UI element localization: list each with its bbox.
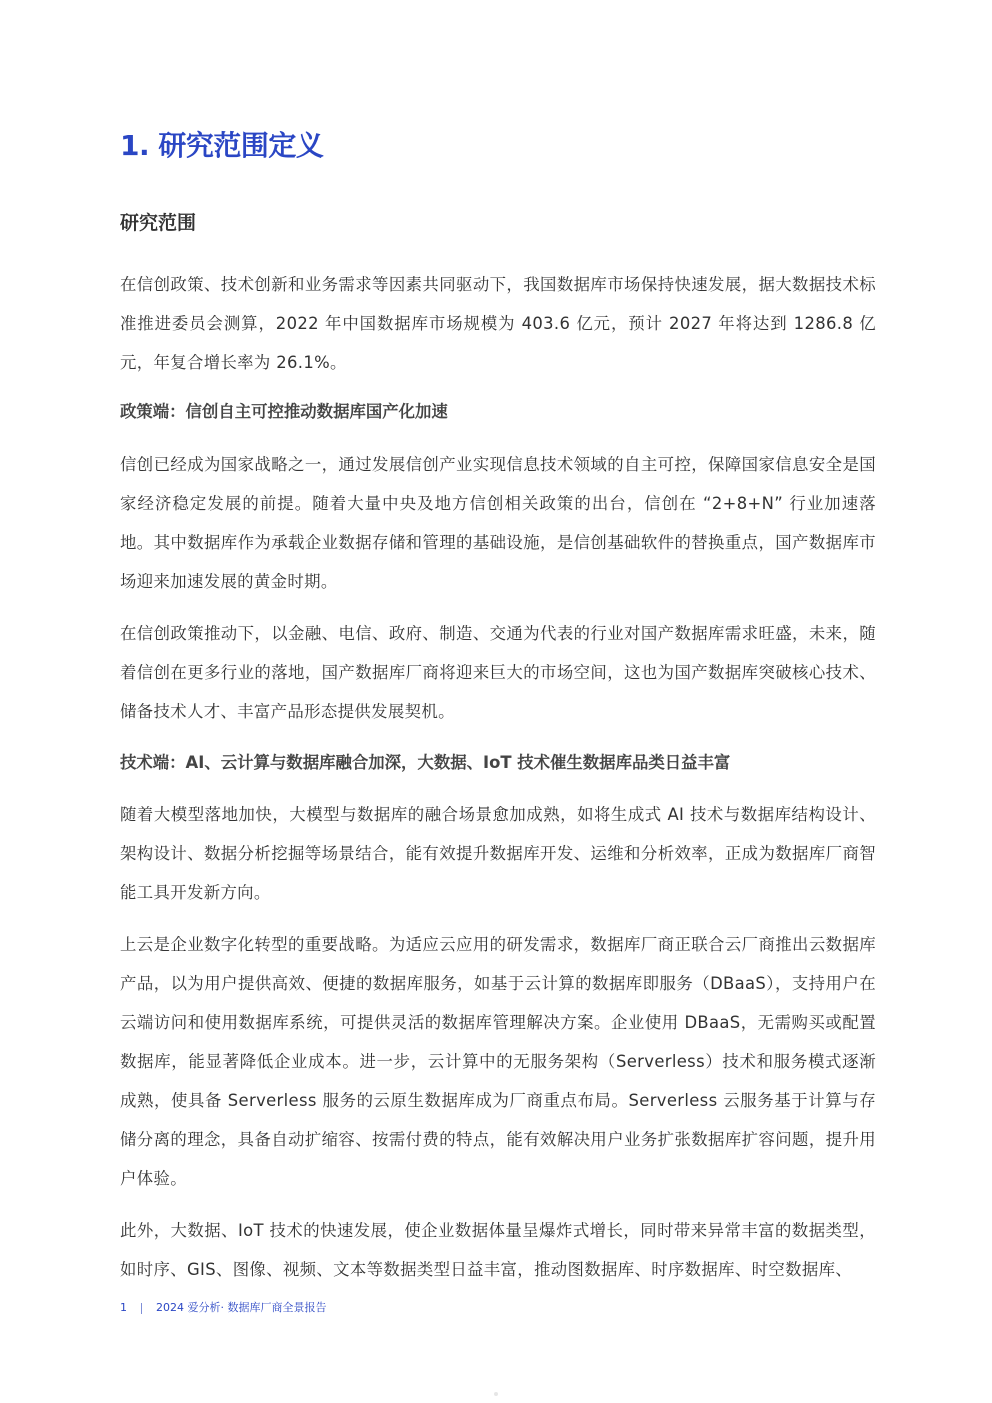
page-number: 1 bbox=[120, 1301, 127, 1314]
page-content bbox=[120, 124, 876, 1279]
paragraph-industries-demand: 在信创政策推动下，以金融、电信、政府、制造、交通为代表的行业对国产数据库需求旺盛，未来，随着信创在更多行业的落地，国产数据库厂商将迎来巨大的市场空间，这也为国产数据库突破核心技术、储备技术人才、丰富产品形态提供发展契机。 bbox=[120, 624, 876, 721]
paragraph-ai-block bbox=[120, 795, 876, 912]
paragraph-bigdata-block bbox=[120, 1211, 876, 1289]
chapter-title: 1. 研究范围定义 bbox=[120, 129, 324, 162]
paragraph-ai-models: 随着大模型落地加快，大模型与数据库的融合场景愈加成熟，如将生成式 AI 技术与数据库结构设计、架构设计、数据分析挖掘等场景结合，能有效提升数据库开发、运维和分析效率，正成为数据库厂商智能工具开发新方向。 bbox=[120, 805, 876, 902]
page-marker-dot bbox=[494, 1392, 498, 1396]
footer-divider bbox=[141, 1303, 142, 1314]
paragraph-xinchuang-strategy: 信创已经成为国家战略之一，通过发展信创产业实现信息技术领域的自主可控，保障国家信息安全是国家经济稳定发展的前提。随着大量中央及地方信创相关政策的出台，信创在 “2+8+N” 行业加速落地。其中数据库作为承载企业数据存储和管理的基础设施，是信创基础软件的替换重点，国产数据库市场迎来加速发展的黄金时期。 bbox=[120, 455, 876, 591]
paragraph-market-size-block bbox=[120, 265, 876, 382]
page-footer bbox=[120, 1300, 326, 1316]
paragraph-bigdata-iot: 此外，大数据、IoT 技术的快速发展，使企业数据体量呈爆炸式增长，同时带来异常丰富的数据类型，如时序、GIS、图像、视频、文本等数据类型日益丰富，推动图数据库、时序数据库、时空数据库、 bbox=[120, 1221, 876, 1279]
section-title: 研究范围 bbox=[120, 212, 197, 234]
paragraph-cloud-database: 上云是企业数字化转型的重要战略。为适应云应用的研发需求，数据库厂商正联合云厂商推出云数据库产品，以为用户提供高效、便捷的数据库服务，如基于云计算的数据库即服务（DBaaS），支持用户在云端访问和使用数据库系统，可提供灵活的数据库管理解决方案。企业使用 DBaaS，无需购买或配置数据库，能显著降低企业成本。进一步，云计算中的无服务架构（Serverless）技术和服务模式逐渐成熟，使具备 Serverless 服务的云原生数据库成为厂商重点布局。Serverless 云服务基于计算与存储分离的理念，具备自动扩缩容、按需付费的特点，能有效解决用户业务扩张数据库扩容问题，提升用户体验。 bbox=[120, 935, 876, 1188]
paragraph-market-size: 在信创政策、技术创新和业务需求等因素共同驱动下，我国数据库市场保持快速发展，据大数据技术标准推进委员会测算，2022 年中国数据库市场规模为 403.6 亿元，预计 2027 年将达到 1286.8 亿元，年复合增长率为 26.1%。 bbox=[120, 275, 876, 372]
subheading-tech-block bbox=[120, 751, 876, 775]
paragraph-industries-block bbox=[120, 614, 876, 731]
paragraph-xinchuang-block bbox=[120, 445, 876, 601]
footer-report-title: 2024 爱分析· 数据库厂商全景报告 bbox=[156, 1301, 327, 1314]
paragraph-cloud-block bbox=[120, 925, 876, 1198]
subheading-policy-block bbox=[120, 400, 876, 424]
subheading-technology: 技术端：AI、云计算与数据库融合加深，大数据、IoT 技术催生数据库品类日益丰富 bbox=[120, 753, 731, 772]
subheading-policy: 政策端：信创自主可控推动数据库国产化加速 bbox=[120, 402, 448, 421]
